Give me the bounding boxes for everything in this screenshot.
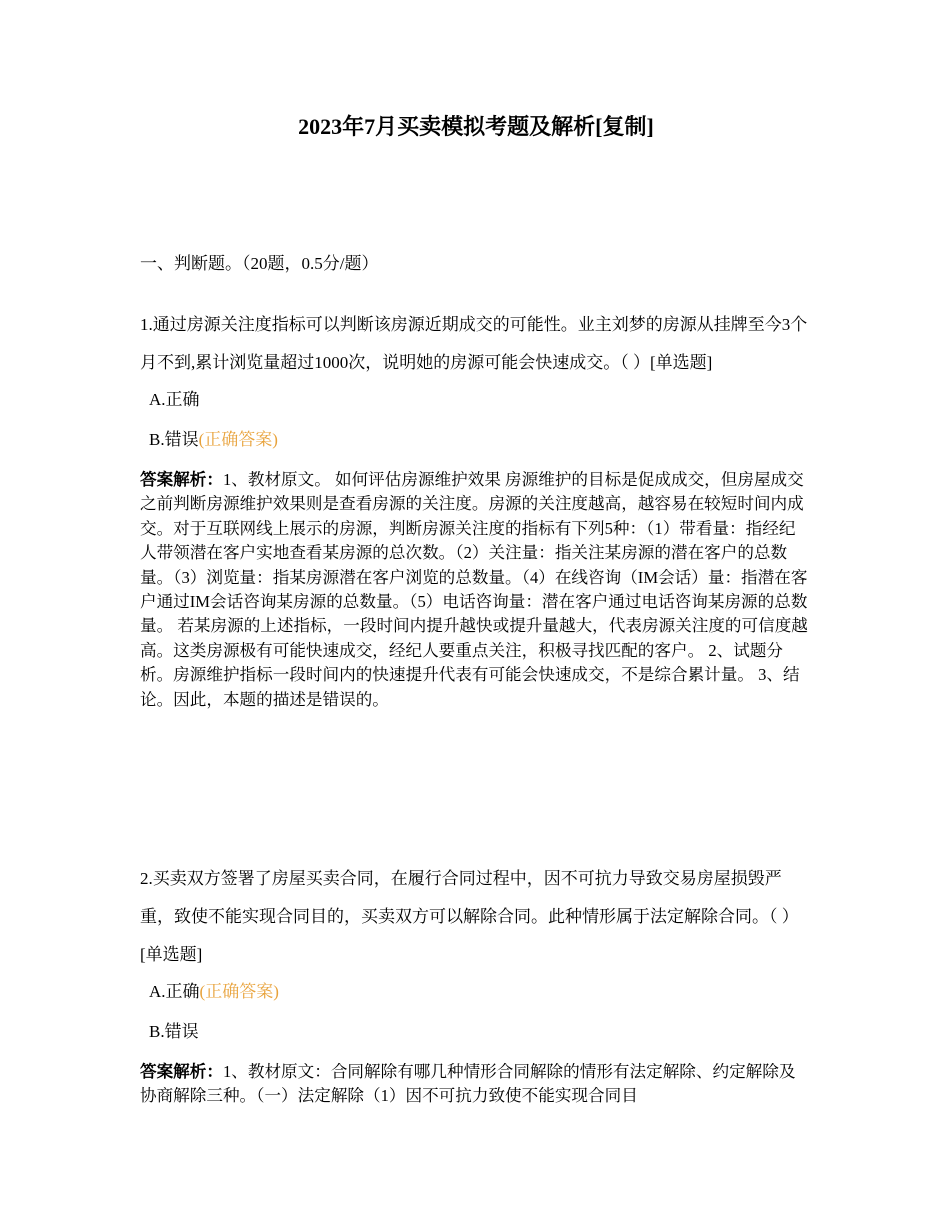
option-label: B.错误 (149, 1022, 199, 1041)
question-2-stem: 2.买卖双方签署了房屋买卖合同，在履行合同过程中，因不可抗力导致交易房屋损毁严重，致使不能实现合同目的，买卖双方可以解除合同。此种情形属于法定解除合同。（ ）[单选题] (140, 869, 799, 964)
option-label: A.正确 (149, 982, 200, 1001)
section-heading: 一、判断题。（20题，0.5分/题） (140, 254, 379, 273)
question-1-option-b (149, 428, 812, 452)
option-label: B.错误 (149, 430, 199, 449)
document-title: 2023年7月买卖模拟考题及解析[复制] (298, 114, 654, 139)
analysis-label: 答案解析： (140, 470, 223, 489)
question-2 (140, 860, 812, 1109)
question-2-analysis (140, 1060, 812, 1109)
question-1-analysis (140, 468, 812, 712)
option-label: A.正确 (149, 390, 200, 409)
analysis-text: 1、教材原文：合同解除有哪几种情形合同解除的情形有法定解除、约定解除及协商解除三种。（一）法定解除（1）因不可抗力致使不能实现合同目 (140, 1062, 796, 1106)
correct-answer-marker: (正确答案) (199, 982, 279, 1001)
analysis-text: 1、教材原文。 如何评估房源维护效果 房源维护的目标是促成成交，但房屋成交之前判断房源维护效果则是查看房源的关注度。房源的关注度越高，越容易在较短时间内成交。对于互联网线上展示的房源，判断房源关注度的指标有下列5种：（1）带看量：指经纪人带领潜在客户实地查看某房源的总次数。（2）关注量：指关注某房源的潜在客户的总数量。（3）浏览量：指某房源潜在客户浏览的总数量。（4）在线咨询（IM会话）量：指潜在客户通过IM会话咨询某房源的总数量。（5）电话咨询量：潜在客户通过电话咨询某房源的总数量。 若某房源的上述指标，一段时间内提升越快或提升量越大，代表房源关注度的可信度越高。这类房源极有可能快速成交，经纪人要重点关注，积极寻找匹配的客户。 2、试题分析。房源维护指标一段时间内的快速提升代表有可能会快速成交，不是综合累计量。 3、结论。因此，本题的描述是错误的。 (140, 470, 808, 709)
question-1-option-a (149, 388, 812, 412)
question-1 (140, 306, 812, 712)
analysis-label: 答案解析： (140, 1062, 223, 1081)
question-2-option-b (149, 1020, 812, 1044)
question-1-stem: 1.通过房源关注度指标可以判断该房源近期成交的可能性。业主刘梦的房源从挂牌至今3个月不到,累计浏览量超过1000次，说明她的房源可能会快速成交。（ ）[单选题] (140, 315, 808, 372)
correct-answer-marker: (正确答案) (198, 430, 278, 449)
question-2-option-a (149, 980, 812, 1004)
